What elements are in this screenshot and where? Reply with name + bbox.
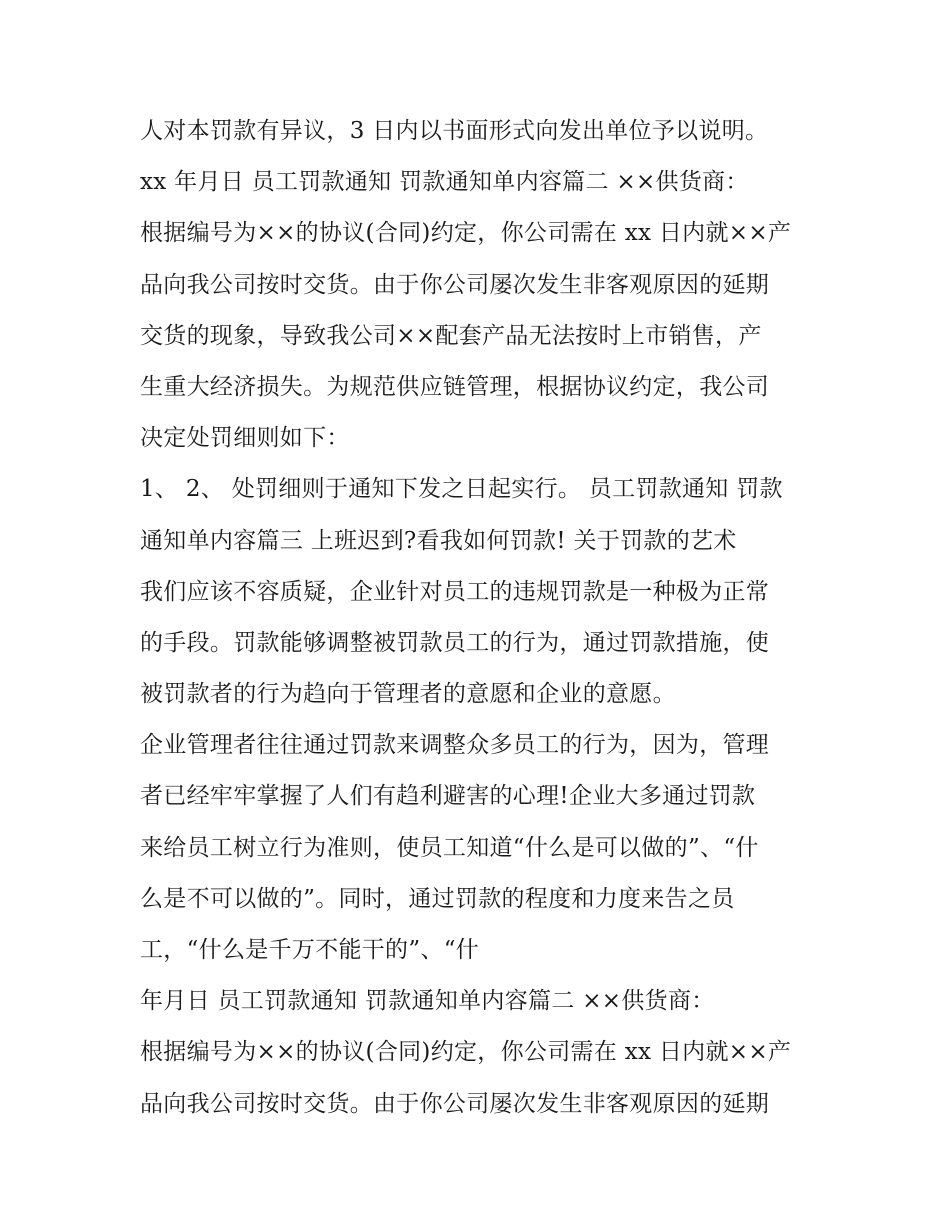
text-line: 者已经牢牢掌握了人们有趋利避害的心理!企业大多通过罚款 <box>140 783 756 810</box>
text-line: 交货的现象，导致我公司××配套产品无法按时上市销售，产 <box>140 322 762 349</box>
text-line: 被罚款者的行为趋向于管理者的意愿和企业的意愿。 <box>140 681 676 708</box>
text-line: 决定处罚细则如下： <box>140 425 350 452</box>
text-line: 生重大经济损失。为规范供应链管理，根据协议约定，我公司 <box>140 373 770 400</box>
text-line: 来给员工树立行为准则，使员工知道“什么是可以做的”、“什 <box>140 834 759 861</box>
document-body <box>140 106 830 1130</box>
text-line: 品向我公司按时交货。由于你公司屡次发生非客观原因的延期 <box>140 271 770 298</box>
text-line: 企业管理者往往通过罚款来调整众多员工的行为，因为，管理 <box>140 732 770 759</box>
text-line: 人对本罚款有异议，3 日内以书面形式向发出单位予以说明。 <box>140 118 769 144</box>
text-line: 年月日 员工罚款通知 罚款通知单内容篇二 ××供货商： <box>140 988 715 1015</box>
text-line: 根据编号为××的协议(合同)约定，你公司需在 xx 日内就××产 <box>140 1039 792 1066</box>
text-line: xx 年月日 员工罚款通知 罚款通知单内容篇二 ××供货商： <box>140 169 749 196</box>
text-line: 1、 2、 处罚细则于通知下发之日起实行。 员工罚款通知 罚款 <box>140 476 783 503</box>
text-line: 我们应该不容质疑，企业针对员工的违规罚款是一种极为正常 <box>140 578 770 605</box>
text-line: 通知单内容篇三 上班迟到?看我如何罚款! 关于罚款的艺术 <box>140 527 737 554</box>
text-line: 工，“什么是千万不能干的”、“什 <box>140 937 480 963</box>
text-line: 的手段。罚款能够调整被罚款员工的行为，通过罚款措施，使 <box>140 629 770 656</box>
text-line: 品向我公司按时交货。由于你公司屡次发生非客观原因的延期 <box>140 1090 770 1117</box>
text-line: 么是不可以做的”。同时，通过罚款的程度和力度来告之员 <box>140 885 735 912</box>
text-line: 根据编号为××的协议(合同)约定，你公司需在 xx 日内就××产 <box>140 220 792 247</box>
